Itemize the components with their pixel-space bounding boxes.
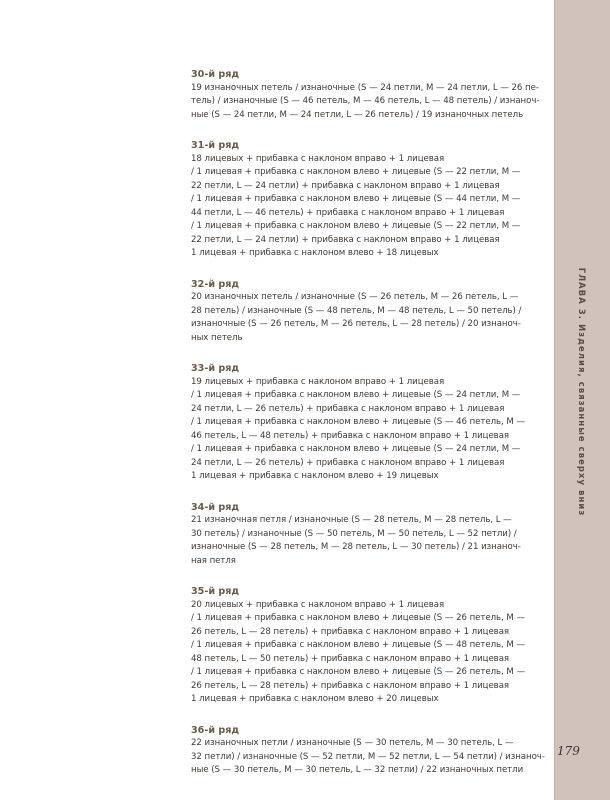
row-text-line: 20 изнаночных петель / изнаночные (S — 26 петель, M — 26 петель, L — xyxy=(191,292,519,302)
row-text-line: ные (S — 30 петель, M — 30 петель, L — 32 петли) / 22 изнаночных петли xyxy=(191,765,524,775)
row-text-line: / 1 лицевая + прибавка с наклоном влево + лицевые (S — 22 петли, M — xyxy=(191,221,521,231)
row-section-33 xyxy=(191,362,536,484)
row-title: 34-й ряд xyxy=(191,501,240,513)
row-text-line: / 1 лицевая + прибавка с наклоном влево + лицевые (S — 22 петли, M — xyxy=(191,167,521,177)
row-title: 30-й ряд xyxy=(191,69,240,80)
row-text-line: изнаночные (S — 26 петель, M — 26 петель, L — 28 петель) / 20 изнаноч- xyxy=(191,319,521,329)
row-text-line: 20 лицевых + прибавка с наклоном вправо + 1 лицевая xyxy=(191,599,445,610)
chapter-label: ГЛАВА 3. Изделия, связанные сверху вниз xyxy=(577,267,587,517)
row-text-line: 18 лицевых + прибавка с наклоном вправо + 1 лицевая xyxy=(191,153,445,164)
row-text-line: ных петель xyxy=(191,332,243,343)
row-text-line: 30 петель) / изнаночные (S — 50 петель, M — 50 петель, L — 52 петли) / xyxy=(191,528,517,539)
row-text-line: 48 петель, L — 50 петель) + прибавка с наклоном вправо + 1 лицевая xyxy=(191,653,510,664)
row-text-line: изнаночные (S — 28 петель, M — 28 петель, L — 30 петель) / 21 изнаноч- xyxy=(191,542,521,552)
text-column xyxy=(191,68,545,795)
row-text-line: 21 изнаночная петля / изнаночные (S — 28 петель, M — 28 петель, L — xyxy=(191,515,512,525)
row-text-line: ная петля xyxy=(191,555,236,566)
row-text-line: 24 петли, L — 26 петель) + прибавка с наклоном вправо + 1 лицевая xyxy=(191,403,505,414)
row-text-line: 22 петли, L — 24 петли) + прибавка с наклоном вправо + 1 лицевая xyxy=(191,234,500,245)
row-text-line: / 1 лицевая + прибавка с наклоном влево + лицевые (S — 44 петли, M — xyxy=(191,194,521,204)
row-title: 36-й ряд xyxy=(191,724,240,736)
row-text-line: 32 петли) / изнаночные (S — 52 петли, M — 52 петли, L — 54 петли) / изнаноч- xyxy=(191,751,545,762)
row-title: 32-й ряд xyxy=(191,278,240,290)
row-text-line: 24 петли, L — 26 петель) + прибавка с наклоном вправо + 1 лицевая xyxy=(191,457,505,468)
row-title: 33-й ряд xyxy=(191,363,240,374)
row-section-35 xyxy=(191,585,536,707)
row-section-34 xyxy=(191,501,536,569)
row-text-line: / 1 лицевая + прибавка с наклоном влево + лицевые (S — 26 петель, M — xyxy=(191,613,526,623)
page-number: 179 xyxy=(557,744,580,758)
row-text-line: тель) / изнаночные (S — 46 петель, M — 46 петель, L — 48 петель) / изнаноч- xyxy=(191,96,540,106)
row-text-line: / 1 лицевая + прибавка с наклоном влево + лицевые (S — 46 петель, M — xyxy=(191,417,526,427)
row-text-line: 26 петель, L — 28 петель) + прибавка с наклоном вправо + 1 лицевая xyxy=(191,626,510,637)
row-text-line: 28 петель) / изнаночные (S — 48 петель, M — 48 петель, L — 50 петель) / xyxy=(191,305,522,316)
row-text-line: 1 лицевая + прибавка с наклоном влево + 20 лицевых xyxy=(191,694,439,704)
row-text-line: 44 петли, L — 46 петель) + прибавка с наклоном вправо + 1 лицевая xyxy=(191,207,505,218)
row-text-line: ные (S — 24 петли, M — 24 петли, L — 26 петель) / 19 изнаночных петель xyxy=(191,109,524,120)
row-text-line: 46 петель, L — 48 петель) + прибавка с наклоном вправо + 1 лицевая xyxy=(191,430,510,441)
row-section-32 xyxy=(191,278,536,346)
row-text-line: 22 петли, L — 24 петли) + прибавка с наклоном вправо + 1 лицевая xyxy=(191,180,500,191)
row-text-line: 19 лицевых + прибавка с наклоном вправо + 1 лицевая xyxy=(191,376,445,387)
row-text-line: 22 изнаночных петли / изнаночные (S — 30 петель, M — 30 петель, L — xyxy=(191,738,514,748)
row-title: 31-й ряд xyxy=(191,140,240,151)
row-text-line: 1 лицевая + прибавка с наклоном влево + 19 лицевых xyxy=(191,471,439,481)
row-text-line: 19 изнаночных петель / изнаночные (S — 24 петли, M — 24 петли, L — 26 пе- xyxy=(191,82,539,93)
row-section-31 xyxy=(191,139,536,261)
row-text-line: 26 петель, L — 28 петель) + прибавка с наклоном вправо + 1 лицевая xyxy=(191,680,510,691)
row-text-line: 1 лицевая + прибавка с наклоном влево + 18 лицевых xyxy=(191,248,439,258)
row-text-line: / 1 лицевая + прибавка с наклоном влево + лицевые (S — 24 петли, M — xyxy=(191,444,521,454)
row-text-line: / 1 лицевая + прибавка с наклоном влево + лицевые (S — 24 петли, M — xyxy=(191,390,521,400)
row-title: 35-й ряд xyxy=(191,586,240,597)
row-section-36 xyxy=(191,724,545,778)
row-text-line: / 1 лицевая + прибавка с наклоном влево + лицевые (S — 26 петель, M — xyxy=(191,667,526,677)
row-section-30 xyxy=(191,68,540,122)
row-text-line: / 1 лицевая + прибавка с наклоном влево + лицевые (S — 48 петель, M — xyxy=(191,640,526,650)
